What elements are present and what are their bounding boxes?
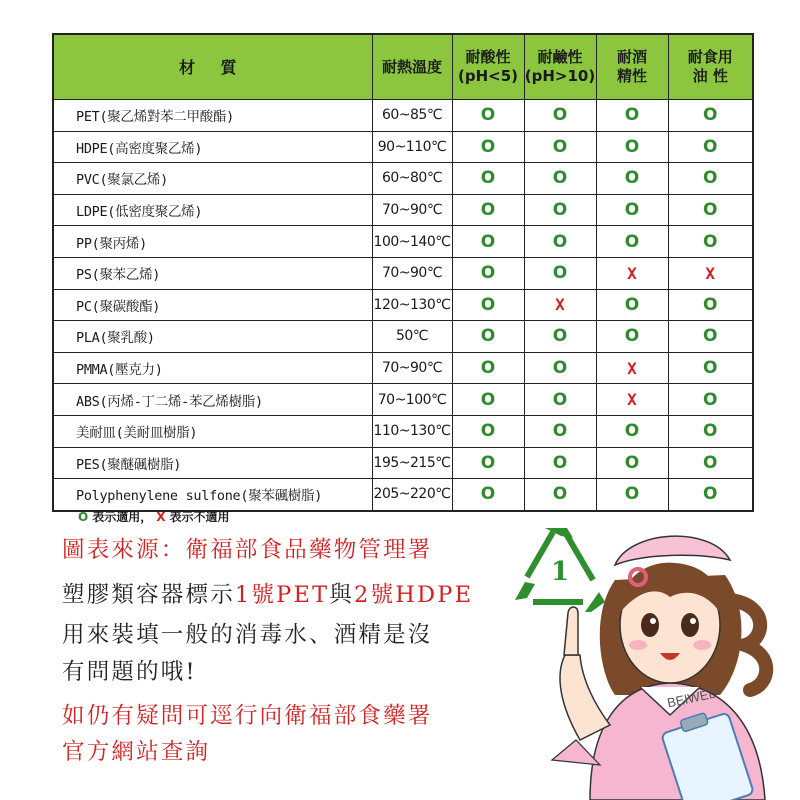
base-resistance-cell (524, 447, 596, 479)
table-row (53, 447, 753, 479)
acid-resistance-cell (452, 415, 524, 447)
base-resistance-cell (524, 352, 596, 384)
base-resistance-cell (524, 100, 596, 132)
base-resistance-cell (524, 131, 596, 163)
applicable-mark: O (624, 231, 640, 252)
header-alcohol-line1: 耐酒 (616, 48, 647, 66)
acid-resistance-cell (452, 479, 524, 511)
heat-temp-cell: 60~85℃ (372, 100, 452, 132)
heat-temp-cell: 205~220℃ (372, 479, 452, 511)
applicable-mark: O (552, 484, 568, 505)
applicable-mark: O (552, 389, 568, 410)
material-cell: PS(聚苯乙烯) (53, 257, 372, 289)
table-row (53, 321, 753, 353)
not-applicable-mark: X (555, 295, 565, 315)
applicable-mark: O (552, 168, 568, 189)
heat-temp-cell: 70~90℃ (372, 352, 452, 384)
material-cell: PET(聚乙烯對苯二甲酸酯) (53, 100, 372, 132)
legend-ok-text: 表示適用， (92, 510, 153, 524)
not-applicable-mark: X (705, 263, 716, 283)
acid-resistance-cell (452, 447, 524, 479)
table-row (53, 226, 753, 258)
applicable-mark: O (703, 200, 718, 221)
acid-resistance-cell (452, 100, 524, 132)
alcohol-resistance-cell (596, 289, 668, 321)
recycle-pet-icon (505, 520, 615, 620)
base-resistance-cell (524, 226, 596, 258)
table-body (53, 100, 753, 511)
legend-no-text: 表示不適用 (169, 510, 230, 524)
oil-resistance-cell (668, 226, 753, 258)
source-note: 圖表來源：衛福部食品藥物管理署 (62, 537, 433, 563)
applicable-mark: O (624, 484, 640, 505)
note-line-1-pet: 1號PET (234, 582, 330, 608)
heat-temp-cell: 100~140℃ (372, 226, 452, 258)
applicable-mark: O (703, 168, 718, 189)
applicable-mark: O (624, 326, 640, 347)
nurse-left-cheek (629, 640, 647, 650)
note-line-1-a: 塑膠類容器標示 (62, 582, 235, 608)
base-resistance-cell (524, 257, 596, 289)
alcohol-resistance-cell (596, 352, 668, 384)
alcohol-resistance-cell (596, 321, 668, 353)
applicable-mark: O (624, 168, 640, 189)
applicable-mark: O (552, 358, 568, 379)
table-row (53, 384, 753, 416)
alcohol-resistance-cell (596, 447, 668, 479)
material-cell: HDPE(高密度聚乙烯) (53, 131, 372, 163)
not-applicable-mark: X (627, 358, 637, 378)
heat-temp-cell: 70~100℃ (372, 384, 452, 416)
oil-resistance-cell (668, 384, 753, 416)
applicable-mark: O (480, 263, 496, 284)
applicable-mark: O (624, 294, 640, 315)
nurse-sleeve (552, 740, 600, 765)
alcohol-resistance-cell (596, 415, 668, 447)
table-row (53, 352, 753, 384)
header-acid-line2: (pH<5) (457, 67, 518, 85)
applicable-mark: O (552, 200, 568, 221)
acid-resistance-cell (452, 131, 524, 163)
heat-temp-cell: 90~110℃ (372, 131, 452, 163)
oil-resistance-cell (668, 447, 753, 479)
header-base-line2: (pH>10) (524, 67, 596, 85)
applicable-mark: O (703, 389, 718, 410)
header-material: 材 質 (53, 34, 372, 100)
header-oil (668, 34, 753, 100)
applicable-mark: O (552, 105, 568, 126)
note-line-4: 如仍有疑問可逕行向衛福部食藥署 (62, 703, 433, 729)
applicable-mark: O (552, 421, 568, 442)
applicable-mark: O (624, 421, 640, 442)
recycle-number: 1 (550, 557, 570, 587)
note-line-3: 有問題的哦! (62, 659, 197, 685)
header-alcohol-line2: 精性 (616, 67, 647, 85)
applicable-mark: O (480, 168, 496, 189)
applicable-mark: O (480, 136, 496, 157)
applicable-mark: O (703, 105, 718, 126)
applicable-mark: O (552, 452, 568, 473)
applicable-mark: O (703, 294, 718, 315)
applicable-mark: O (480, 105, 496, 126)
heat-temp-cell: 50℃ (372, 321, 452, 353)
heat-temp-cell: 120~130℃ (372, 289, 452, 321)
nurse-raised-arm (560, 655, 610, 740)
alcohol-resistance-cell (596, 384, 668, 416)
applicable-mark: O (703, 452, 718, 473)
base-resistance-cell (524, 194, 596, 226)
applicable-mark: O (480, 452, 496, 473)
acid-resistance-cell (452, 226, 524, 258)
applicable-mark: O (703, 326, 718, 347)
header-acid-line1: 耐酸性 (465, 48, 511, 66)
header-oil-line1: 耐食用 (687, 48, 733, 66)
oil-resistance-cell (668, 352, 753, 384)
applicable-mark: O (552, 231, 568, 252)
applicable-mark: O (624, 200, 640, 221)
applicable-mark: O (480, 421, 496, 442)
base-resistance-cell (524, 415, 596, 447)
oil-resistance-cell (668, 163, 753, 195)
alcohol-resistance-cell (596, 163, 668, 195)
acid-resistance-cell (452, 384, 524, 416)
acid-resistance-cell (452, 163, 524, 195)
acid-resistance-cell (452, 321, 524, 353)
alcohol-resistance-cell (596, 131, 668, 163)
oil-resistance-cell (668, 321, 753, 353)
legend-no-symbol: X (156, 510, 166, 524)
applicable-mark: O (480, 358, 496, 379)
applicable-mark: O (480, 484, 496, 505)
legend-ok-symbol: O (78, 510, 89, 524)
oil-resistance-cell (668, 415, 753, 447)
note-line-5: 官方網站查詢 (62, 739, 211, 765)
nurse-badge-text: BEIWED (665, 685, 720, 711)
acid-resistance-cell (452, 194, 524, 226)
applicable-mark: O (480, 200, 496, 221)
heat-temp-cell: 195~215℃ (372, 447, 452, 479)
base-resistance-cell (524, 384, 596, 416)
table-row (53, 100, 753, 132)
applicable-mark: O (624, 136, 640, 157)
header-oil-line2: 油 性 (692, 67, 728, 85)
applicable-mark: O (624, 105, 640, 126)
heat-temp-cell: 70~90℃ (372, 194, 452, 226)
material-cell: LDPE(低密度聚乙烯) (53, 194, 372, 226)
not-applicable-mark: X (627, 390, 637, 410)
header-base (524, 34, 596, 100)
alcohol-resistance-cell (596, 257, 668, 289)
nurse-right-eye (681, 613, 699, 637)
note-line-1-c: 與 (329, 582, 354, 608)
nurse-left-eye (641, 613, 659, 637)
header-alcohol (596, 34, 668, 100)
base-resistance-cell (524, 289, 596, 321)
header-acid (452, 34, 524, 100)
oil-resistance-cell (668, 194, 753, 226)
table-row (53, 289, 753, 321)
header-heat-temp: 耐熱溫度 (372, 34, 452, 100)
material-cell: PMMA(壓克力) (53, 352, 372, 384)
material-cell: PES(聚醚碸樹脂) (53, 447, 372, 479)
plastic-compatibility-table (52, 33, 754, 512)
table-row (53, 194, 753, 226)
applicable-mark: O (703, 421, 718, 442)
alcohol-resistance-cell (596, 194, 668, 226)
nurse-right-cheek (693, 640, 711, 650)
material-cell: PC(聚碳酸酯) (53, 289, 372, 321)
applicable-mark: O (624, 452, 640, 473)
oil-resistance-cell (668, 289, 753, 321)
applicable-mark: O (552, 263, 568, 284)
note-line-1 (62, 578, 473, 612)
acid-resistance-cell (452, 289, 524, 321)
table-row (53, 415, 753, 447)
material-cell: PVC(聚氯乙烯) (53, 163, 372, 195)
not-applicable-mark: X (627, 263, 637, 283)
material-cell: PP(聚丙烯) (53, 226, 372, 258)
applicable-mark: O (703, 484, 718, 505)
material-cell: ABS(丙烯-丁二烯-苯乙烯樹脂) (53, 384, 372, 416)
acid-resistance-cell (452, 257, 524, 289)
material-cell: 美耐皿(美耐皿樹脂) (53, 415, 372, 447)
nurse-cap (615, 536, 730, 565)
applicable-mark: O (552, 136, 568, 157)
table-row (53, 257, 753, 289)
material-cell: Polyphenylene sulfone(聚苯碸樹脂) (53, 479, 372, 511)
table-header-row (53, 34, 753, 100)
heat-temp-cell: 70~90℃ (372, 257, 452, 289)
alcohol-resistance-cell (596, 226, 668, 258)
note-line-2: 用來裝填一般的消毒水、酒精是沒 (62, 622, 433, 648)
material-cell: PLA(聚乳酸) (53, 321, 372, 353)
note-line-1-hdpe: 2號HDPE (354, 582, 474, 608)
applicable-mark: O (703, 358, 718, 379)
table-row (53, 131, 753, 163)
applicable-mark: O (480, 326, 496, 347)
alcohol-resistance-cell (596, 100, 668, 132)
base-resistance-cell (524, 321, 596, 353)
heat-temp-cell: 60~80℃ (372, 163, 452, 195)
applicable-mark: O (703, 136, 718, 157)
heat-temp-cell: 110~130℃ (372, 415, 452, 447)
applicable-mark: O (552, 326, 568, 347)
header-base-line1: 耐鹼性 (537, 48, 583, 66)
applicable-mark: O (703, 231, 718, 252)
legend (78, 508, 230, 525)
oil-resistance-cell (668, 257, 753, 289)
applicable-mark: O (480, 294, 496, 315)
applicable-mark: O (480, 389, 496, 410)
base-resistance-cell (524, 163, 596, 195)
acid-resistance-cell (452, 352, 524, 384)
table-row (53, 163, 753, 195)
oil-resistance-cell (668, 100, 753, 132)
oil-resistance-cell (668, 131, 753, 163)
applicable-mark: O (480, 231, 496, 252)
